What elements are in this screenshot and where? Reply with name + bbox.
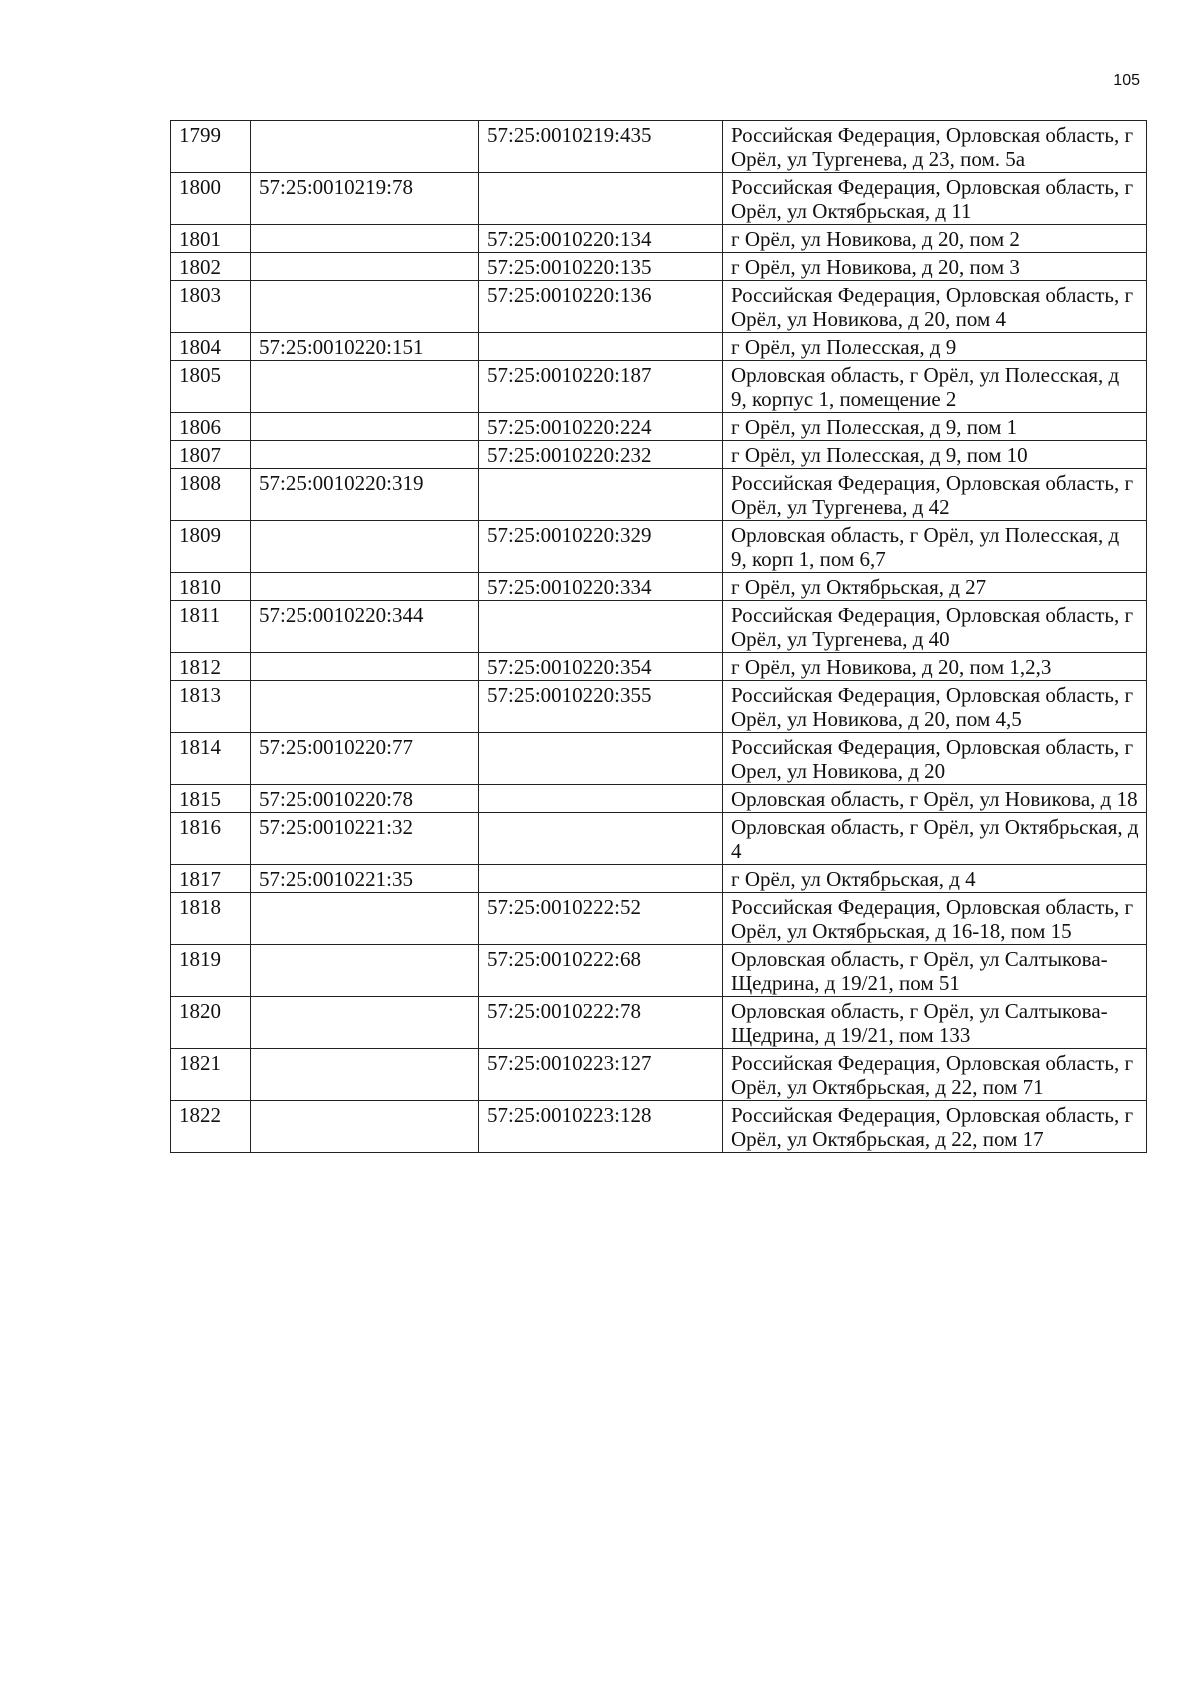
table-row (171, 785, 1147, 813)
address-cell: Российская Федерация, Орловская область, г Орёл, ул Тургенева, д 40 (723, 601, 1147, 653)
address-cell: Российская Федерация, Орловская область, г Орёл, ул Октябрьская, д 11 (723, 173, 1147, 225)
table-row (171, 333, 1147, 361)
object-cadastral-cell (479, 733, 723, 785)
address-cell: г Орёл, ул Октябрьская, д 27 (723, 573, 1147, 601)
parcel-cadastral-cell (251, 893, 479, 945)
address-cell: г Орёл, ул Полесская, д 9, пом 1 (723, 413, 1147, 441)
page-number: 105 (1113, 72, 1140, 89)
row-number-cell: 1809 (171, 521, 251, 573)
object-cadastral-cell: 57:25:0010220:232 (479, 441, 723, 469)
parcel-cadastral-cell (251, 225, 479, 253)
parcel-cadastral-cell: 57:25:0010220:78 (251, 785, 479, 813)
address-cell: Российская Федерация, Орловская область, г Орёл, ул Тургенева, д 42 (723, 469, 1147, 521)
table-row (171, 413, 1147, 441)
row-number-cell: 1799 (171, 121, 251, 173)
table-row (171, 865, 1147, 893)
registry-table (170, 120, 1147, 1153)
row-number-cell: 1821 (171, 1049, 251, 1101)
parcel-cadastral-cell (251, 573, 479, 601)
row-number-cell: 1800 (171, 173, 251, 225)
object-cadastral-cell: 57:25:0010220:134 (479, 225, 723, 253)
row-number-cell: 1822 (171, 1101, 251, 1153)
parcel-cadastral-cell: 57:25:0010221:32 (251, 813, 479, 865)
object-cadastral-cell: 57:25:0010220:354 (479, 653, 723, 681)
parcel-cadastral-cell: 57:25:0010221:35 (251, 865, 479, 893)
address-cell: Российская Федерация, Орловская область, г Орёл, ул Октябрьская, д 16-18, пом 15 (723, 893, 1147, 945)
object-cadastral-cell: 57:25:0010220:224 (479, 413, 723, 441)
table-row (171, 521, 1147, 573)
object-cadastral-cell: 57:25:0010220:135 (479, 253, 723, 281)
address-cell: Российская Федерация, Орловская область, г Орёл, ул Новикова, д 20, пом 4,5 (723, 681, 1147, 733)
object-cadastral-cell (479, 785, 723, 813)
row-number-cell: 1818 (171, 893, 251, 945)
table-row (171, 253, 1147, 281)
row-number-cell: 1815 (171, 785, 251, 813)
row-number-cell: 1808 (171, 469, 251, 521)
parcel-cadastral-cell (251, 681, 479, 733)
row-number-cell: 1816 (171, 813, 251, 865)
address-cell: г Орёл, ул Октябрьская, д 4 (723, 865, 1147, 893)
parcel-cadastral-cell: 57:25:0010220:77 (251, 733, 479, 785)
parcel-cadastral-cell (251, 653, 479, 681)
parcel-cadastral-cell (251, 441, 479, 469)
object-cadastral-cell: 57:25:0010220:355 (479, 681, 723, 733)
row-number-cell: 1811 (171, 601, 251, 653)
table-row (171, 945, 1147, 997)
address-cell: Орловская область, г Орёл, ул Полесская, д 9, корп 1, пом 6,7 (723, 521, 1147, 573)
parcel-cadastral-cell (251, 997, 479, 1049)
row-number-cell: 1814 (171, 733, 251, 785)
address-cell: Орловская область, г Орёл, ул Октябрьская, д 4 (723, 813, 1147, 865)
row-number-cell: 1813 (171, 681, 251, 733)
object-cadastral-cell: 57:25:0010220:136 (479, 281, 723, 333)
address-cell: г Орёл, ул Новикова, д 20, пом 1,2,3 (723, 653, 1147, 681)
address-cell: г Орёл, ул Новикова, д 20, пом 2 (723, 225, 1147, 253)
table-row (171, 225, 1147, 253)
object-cadastral-cell: 57:25:0010222:52 (479, 893, 723, 945)
object-cadastral-cell: 57:25:0010220:329 (479, 521, 723, 573)
row-number-cell: 1803 (171, 281, 251, 333)
address-cell: г Орёл, ул Новикова, д 20, пом 3 (723, 253, 1147, 281)
row-number-cell: 1805 (171, 361, 251, 413)
row-number-cell: 1804 (171, 333, 251, 361)
address-cell: Орловская область, г Орёл, ул Салтыкова-Щедрина, д 19/21, пом 51 (723, 945, 1147, 997)
row-number-cell: 1807 (171, 441, 251, 469)
object-cadastral-cell: 57:25:0010222:68 (479, 945, 723, 997)
table-row (171, 601, 1147, 653)
parcel-cadastral-cell (251, 281, 479, 333)
object-cadastral-cell: 57:25:0010222:78 (479, 997, 723, 1049)
row-number-cell: 1802 (171, 253, 251, 281)
parcel-cadastral-cell: 57:25:0010220:151 (251, 333, 479, 361)
row-number-cell: 1801 (171, 225, 251, 253)
table-row (171, 121, 1147, 173)
table-row (171, 573, 1147, 601)
parcel-cadastral-cell (251, 1101, 479, 1153)
registry-table-body (171, 121, 1147, 1153)
address-cell: Российская Федерация, Орловская область, г Орёл, ул Октябрьская, д 22, пом 17 (723, 1101, 1147, 1153)
object-cadastral-cell (479, 173, 723, 225)
address-cell: Российская Федерация, Орловская область, г Орел, ул Новикова, д 20 (723, 733, 1147, 785)
address-cell: Российская Федерация, Орловская область, г Орёл, ул Новикова, д 20, пом 4 (723, 281, 1147, 333)
table-row (171, 733, 1147, 785)
row-number-cell: 1819 (171, 945, 251, 997)
object-cadastral-cell: 57:25:0010220:334 (479, 573, 723, 601)
parcel-cadastral-cell: 57:25:0010219:78 (251, 173, 479, 225)
object-cadastral-cell: 57:25:0010223:127 (479, 1049, 723, 1101)
table-row (171, 893, 1147, 945)
object-cadastral-cell: 57:25:0010219:435 (479, 121, 723, 173)
parcel-cadastral-cell (251, 121, 479, 173)
object-cadastral-cell: 57:25:0010223:128 (479, 1101, 723, 1153)
table-row (171, 653, 1147, 681)
row-number-cell: 1810 (171, 573, 251, 601)
parcel-cadastral-cell: 57:25:0010220:319 (251, 469, 479, 521)
table-row (171, 1049, 1147, 1101)
object-cadastral-cell (479, 601, 723, 653)
table-row (171, 681, 1147, 733)
row-number-cell: 1812 (171, 653, 251, 681)
row-number-cell: 1820 (171, 997, 251, 1049)
table-row (171, 997, 1147, 1049)
parcel-cadastral-cell: 57:25:0010220:344 (251, 601, 479, 653)
address-cell: г Орёл, ул Полесская, д 9 (723, 333, 1147, 361)
address-cell: Российская Федерация, Орловская область, г Орёл, ул Тургенева, д 23, пом. 5а (723, 121, 1147, 173)
object-cadastral-cell (479, 813, 723, 865)
parcel-cadastral-cell (251, 361, 479, 413)
address-cell: Орловская область, г Орёл, ул Салтыкова-Щедрина, д 19/21, пом 133 (723, 997, 1147, 1049)
address-cell: Орловская область, г Орёл, ул Новикова, д 18 (723, 785, 1147, 813)
object-cadastral-cell (479, 333, 723, 361)
parcel-cadastral-cell (251, 1049, 479, 1101)
address-cell: Орловская область, г Орёл, ул Полесская, д 9, корпус 1, помещение 2 (723, 361, 1147, 413)
address-cell: Российская Федерация, Орловская область, г Орёл, ул Октябрьская, д 22, пом 71 (723, 1049, 1147, 1101)
parcel-cadastral-cell (251, 521, 479, 573)
table-row (171, 361, 1147, 413)
object-cadastral-cell (479, 469, 723, 521)
table-row (171, 469, 1147, 521)
parcel-cadastral-cell (251, 413, 479, 441)
object-cadastral-cell: 57:25:0010220:187 (479, 361, 723, 413)
table-row (171, 281, 1147, 333)
object-cadastral-cell (479, 865, 723, 893)
table-row (171, 173, 1147, 225)
parcel-cadastral-cell (251, 945, 479, 997)
table-row (171, 441, 1147, 469)
address-cell: г Орёл, ул Полесская, д 9, пом 10 (723, 441, 1147, 469)
row-number-cell: 1806 (171, 413, 251, 441)
row-number-cell: 1817 (171, 865, 251, 893)
table-row (171, 1101, 1147, 1153)
parcel-cadastral-cell (251, 253, 479, 281)
table-row (171, 813, 1147, 865)
